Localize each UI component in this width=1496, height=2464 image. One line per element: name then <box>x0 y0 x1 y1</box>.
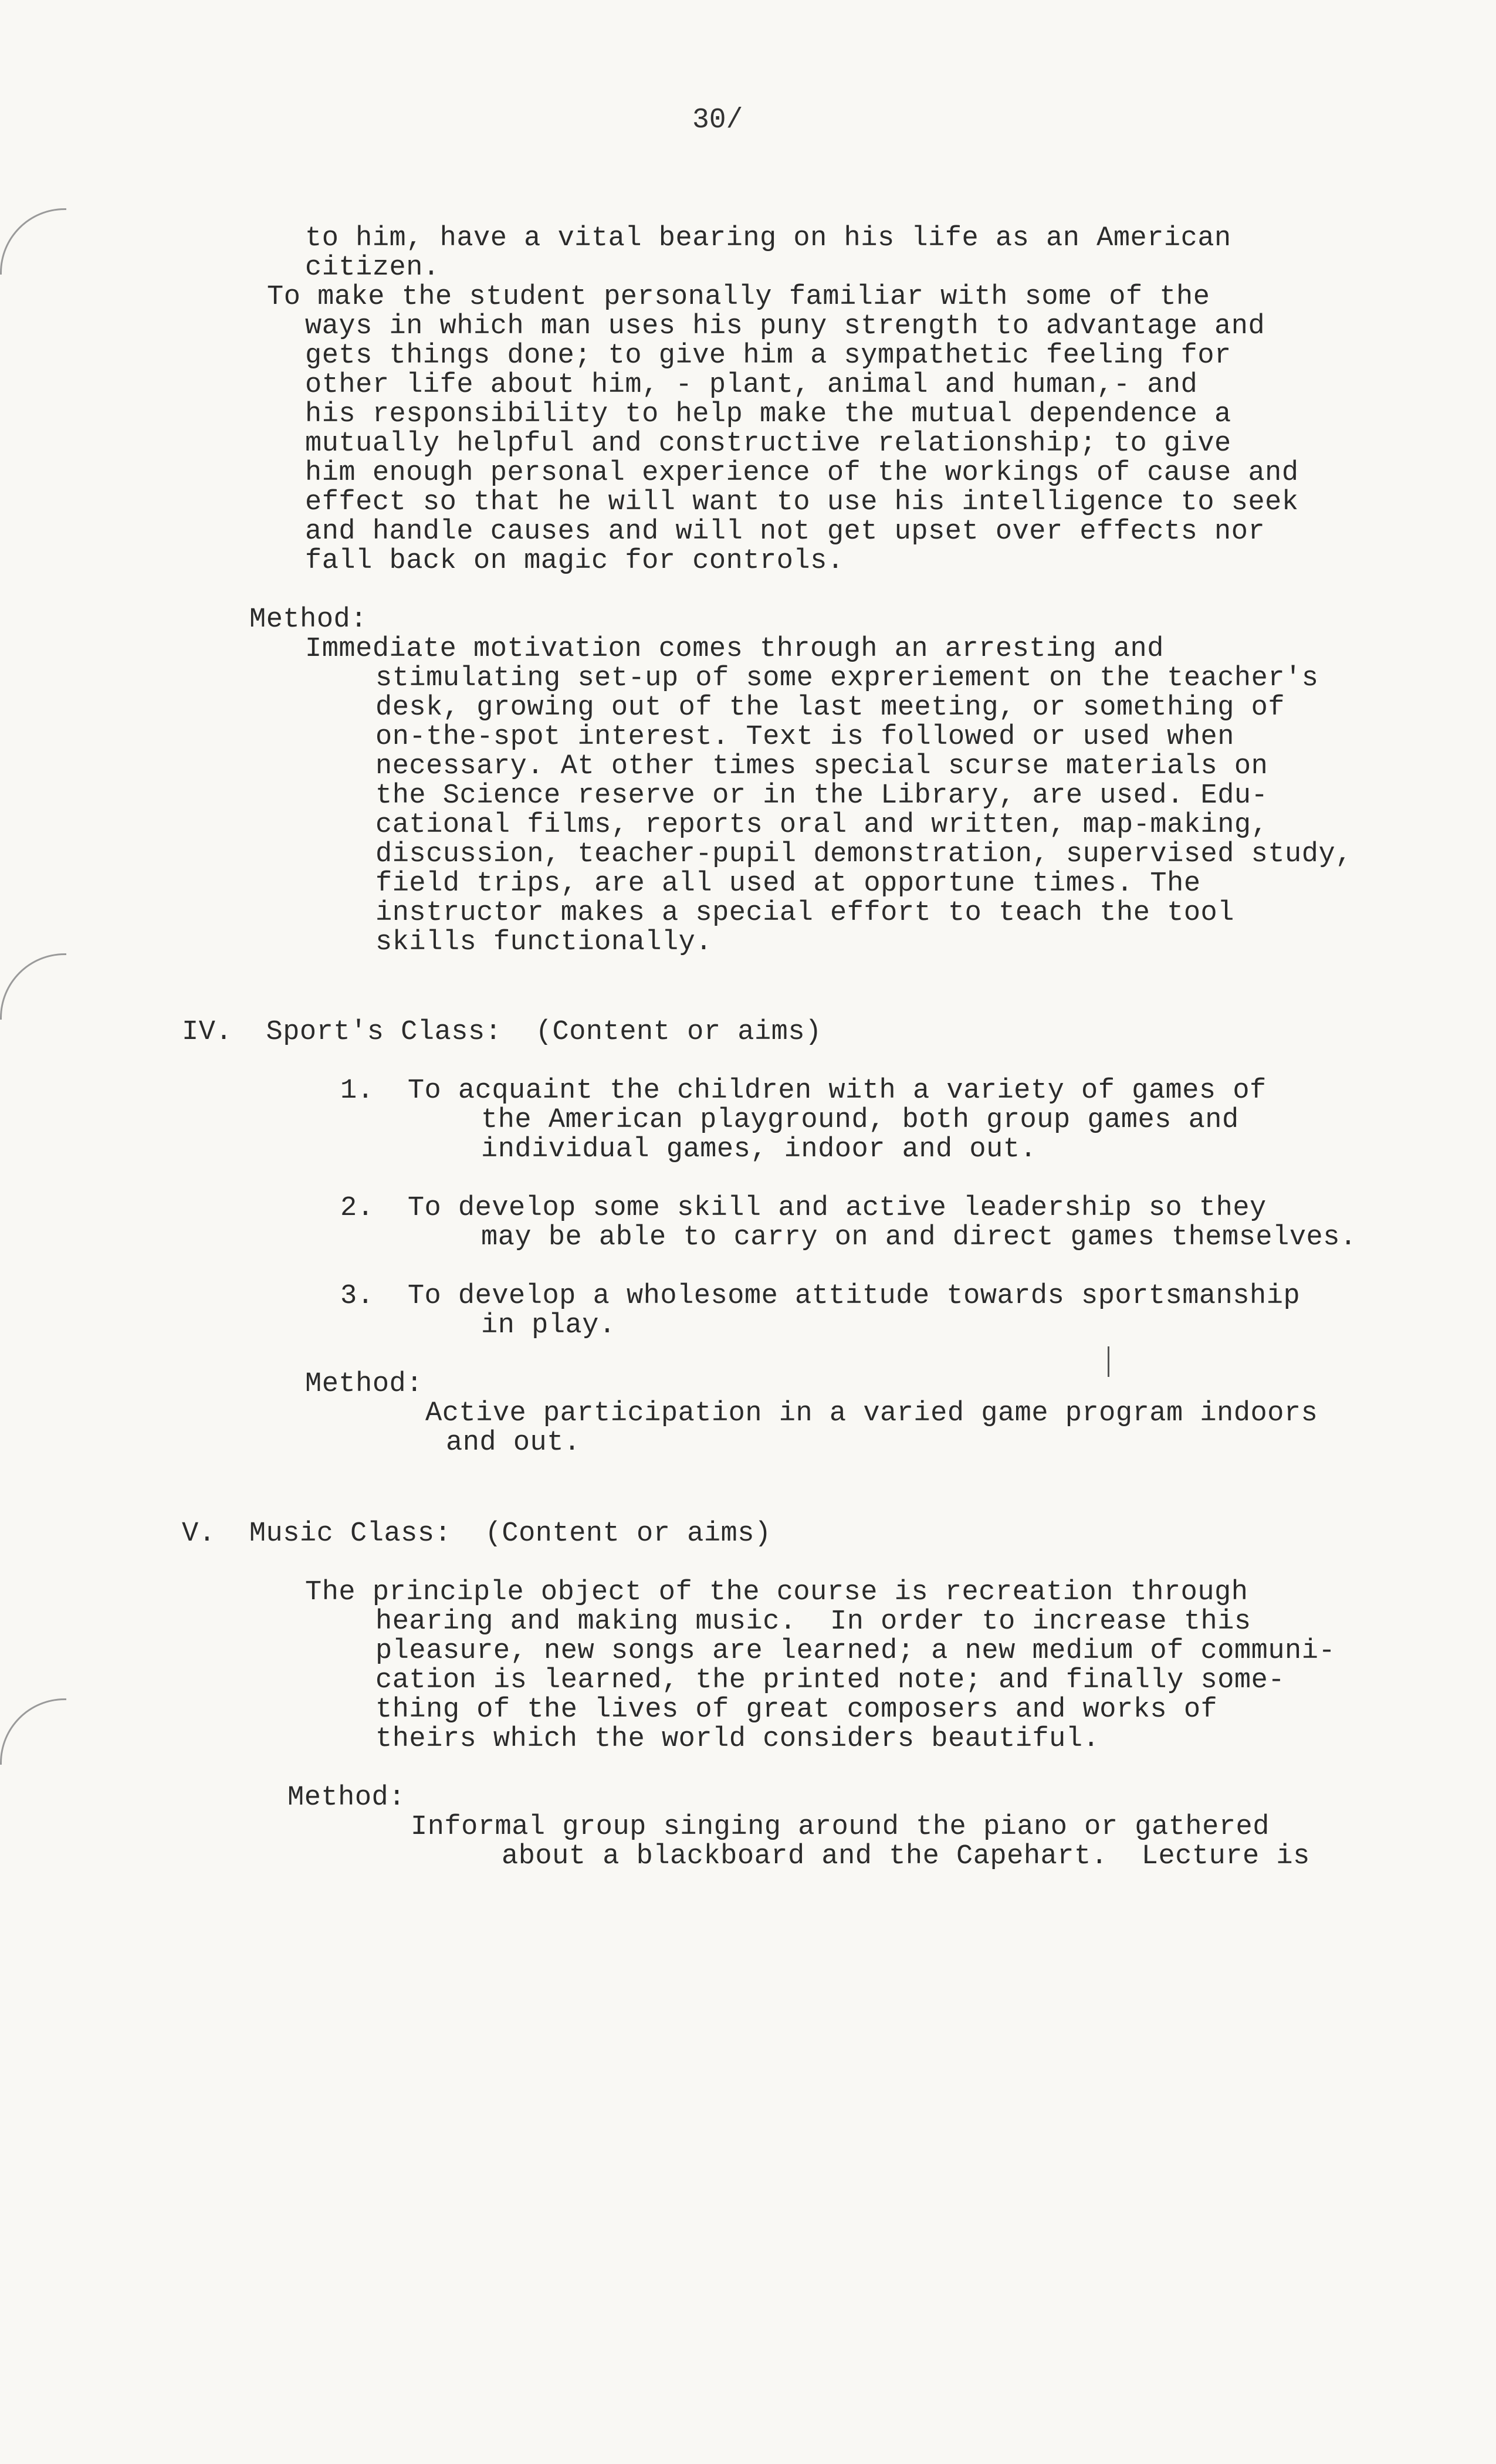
text-line: cational films, reports oral and written, map-making, <box>375 810 1268 841</box>
pencil-mark <box>1108 1346 1109 1377</box>
text-line: effect so that he will want to use his intelligence to seek <box>305 487 1299 518</box>
punch-hole-mark <box>0 1698 66 1765</box>
text-line: The principle object of the course is recreation through <box>305 1577 1248 1608</box>
text-line: fall back on magic for controls. <box>305 546 844 577</box>
list-item: 3. To develop a wholesome attitude towards sportsmanship <box>340 1281 1301 1312</box>
section-heading: Method: <box>249 604 367 635</box>
text-line: theirs which the world considers beautiful. <box>375 1724 1100 1755</box>
list-item: 2. To develop some skill and active leadership so they <box>340 1193 1267 1224</box>
text-line: citizen. <box>305 252 440 283</box>
section-heading: V. Music Class: (Content or aims) <box>182 1518 771 1549</box>
text-line: To make the student personally familiar with some of the <box>267 282 1210 313</box>
text-line: his responsibility to help make the mutual dependence a <box>305 399 1231 430</box>
text-line: skills functionally. <box>375 927 713 958</box>
text-line: the Science reserve or in the Library, are used. Edu- <box>375 780 1268 811</box>
text-line: the American playground, both group games and <box>481 1105 1239 1136</box>
text-line: and handle causes and will not get upset over effects nor <box>305 516 1265 547</box>
text-line: pleasure, new songs are learned; a new medium of communi- <box>375 1636 1336 1667</box>
text-line: instructor makes a special effort to teach the tool <box>375 898 1234 929</box>
section-heading: Method: <box>287 1782 405 1813</box>
text-line: thing of the lives of great composers and works of <box>375 1694 1218 1725</box>
text-line: about a blackboard and the Capehart. Lecture is <box>502 1841 1310 1872</box>
text-line: Immediate motivation comes through an arresting and <box>305 634 1164 665</box>
text-line: to him, have a vital bearing on his life as an American <box>305 223 1231 254</box>
section-heading: Method: <box>305 1369 423 1400</box>
section-heading: IV. Sport's Class: (Content or aims) <box>182 1017 822 1048</box>
text-line: on-the-spot interest. Text is followed or used when <box>375 722 1234 753</box>
text-line: cation is learned, the printed note; and finally some- <box>375 1665 1285 1696</box>
text-line: other life about him, - plant, animal and human,- and <box>305 370 1198 401</box>
list-item: 1. To acquaint the children with a variety of games of <box>340 1075 1267 1106</box>
text-line: gets things done; to give him a sympathetic feeling for <box>305 340 1231 371</box>
text-line: discussion, teacher-pupil demonstration, supervised study, <box>375 839 1352 870</box>
page-number: 30/ <box>692 104 743 136</box>
text-line: Informal group singing around the piano or gathered <box>411 1812 1270 1843</box>
text-line: field trips, are all used at opportune times. The <box>375 868 1201 899</box>
text-line: individual games, indoor and out. <box>481 1134 1037 1165</box>
text-line: may be able to carry on and direct games themselves. <box>481 1222 1357 1253</box>
punch-hole-mark <box>0 953 66 1020</box>
text-line: desk, growing out of the last meeting, or something of <box>375 692 1285 723</box>
text-line: in play. <box>481 1310 616 1341</box>
text-line: him enough personal experience of the workings of cause and <box>305 458 1299 489</box>
text-line: Active participation in a varied game program indoors <box>425 1398 1318 1429</box>
punch-hole-mark <box>0 208 66 275</box>
text-line: and out. <box>446 1427 581 1458</box>
text-line: necessary. At other times special scurse materials on <box>375 751 1268 782</box>
text-line: stimulating set-up of some expreriement on the teacher's <box>375 663 1319 694</box>
text-line: mutually helpful and constructive relationship; to give <box>305 428 1231 459</box>
text-line: hearing and making music. In order to increase this <box>375 1606 1251 1637</box>
text-line: ways in which man uses his puny strength to advantage and <box>305 311 1265 342</box>
